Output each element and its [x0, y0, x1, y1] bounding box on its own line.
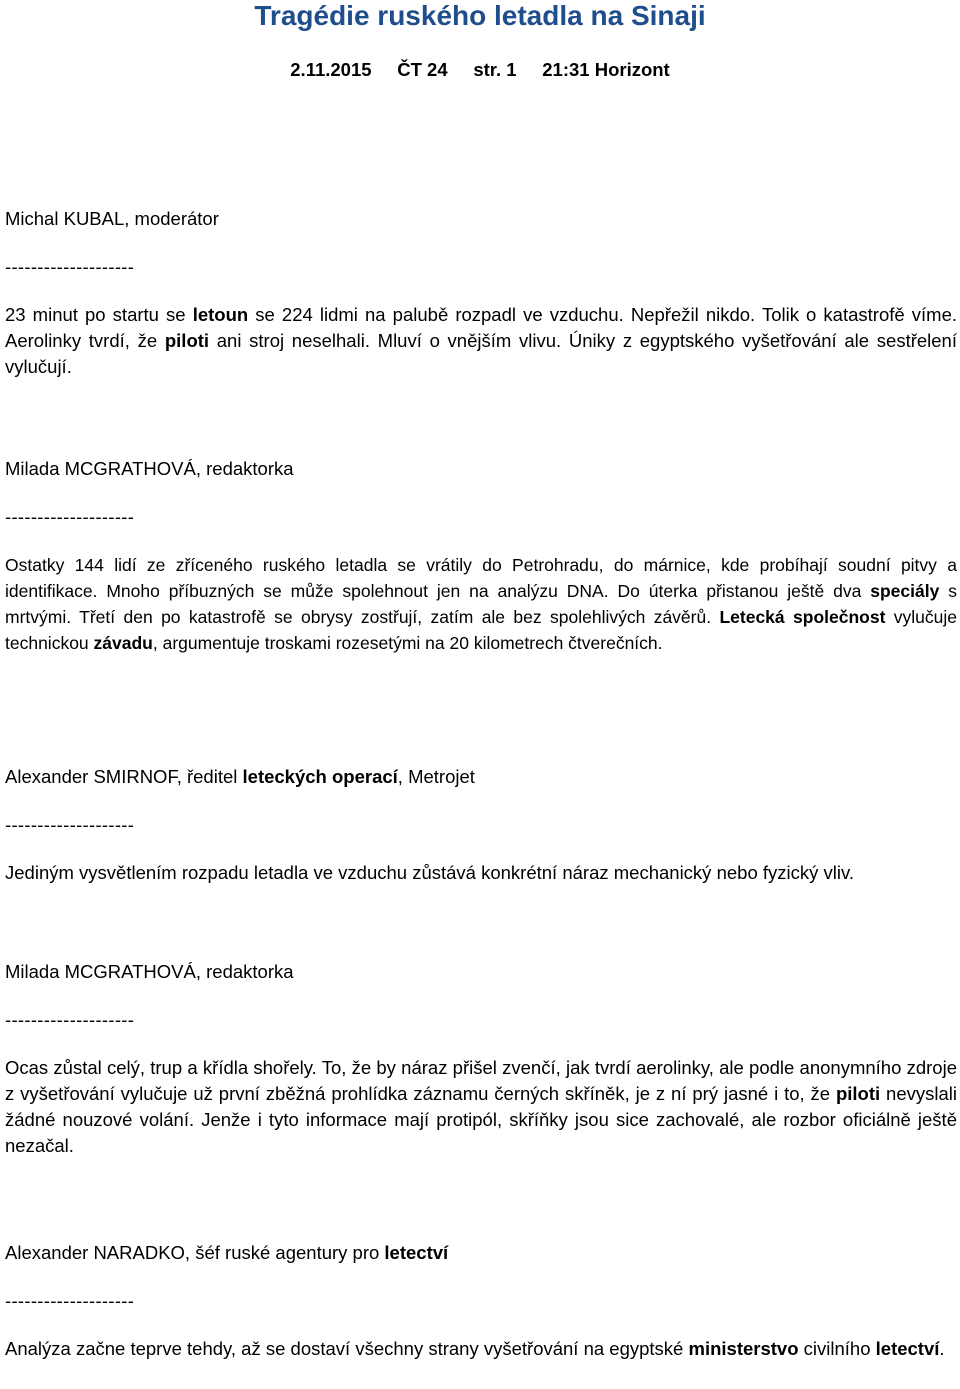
transcript-paragraph: 23 minut po startu se letoun se 224 lidmi na palubě rozpadl ve vzduchu. Nepřežil nikdo. Tolik o katastrofě víme. Aerolinky tvrdí, že piloti ani stroj neselhali. Mluví o vnějším vlivu. Úniky z egyptského vyšetřování ale sestřelení vylučují.: [5, 304, 957, 377]
speaker-name: Michal KUBAL, moderátor: [5, 208, 219, 229]
article-meta: [0, 58, 960, 82]
segment-3: [5, 764, 957, 886]
speaker-name: Alexander NARADKO, šéf ruské agentury pro letectví: [5, 1242, 449, 1263]
meta-date: 2.11.2015: [290, 59, 372, 80]
transcript-paragraph: Ostatky 144 lidí ze zříceného ruského letadla se vrátily do Petrohradu, do márnice, kde probíhají soudní pitvy a identifikace. Mnoho příbuzných se může spolehnout jen na analýzu DNA. Do úterka přistanou ještě dva speciály s mrtvými. Třetí den po katastrofě se obrysy zostřují, zatím ale bez spolehlivých závěrů. Letecká společnost vylučuje technickou závadu, argumentuje troskami rozesetými na 20 kilometrech čtverečních.: [5, 555, 958, 653]
speaker-name: Alexander SMIRNOF, ředitel leteckých operací, Metrojet: [5, 766, 475, 787]
segment-1: [5, 206, 957, 380]
speaker-name: Milada MCGRATHOVÁ, redaktorka: [5, 961, 294, 982]
speaker-name: Milada MCGRATHOVÁ, redaktorka: [5, 458, 294, 479]
transcript-paragraph: Ocas zůstal celý, trup a křídla shořely. To, že by náraz přišel zvenčí, jak tvrdí aerolinky, ale podle anonymního zdroje z vyšetřování vylučuje už první zběžná prohlídka záznamu černých skříněk, je z ní prý jasné i to, že piloti nevyslali žádné nouzové volání. Jenže i tyto informace mají protipól, skříňky jsou sice zachovalé, ale rozbor oficiálně ještě nezačal.: [5, 1057, 957, 1156]
transcript-paragraph: Jediným vysvětlením rozpadu letadla ve vzduchu zůstává konkrétní náraz mechanický nebo fyzický vliv.: [5, 862, 854, 883]
separator: --------------------: [5, 1009, 135, 1030]
segment-5: [5, 1240, 957, 1362]
separator: --------------------: [5, 256, 135, 277]
meta-time-program: 21:31 Horizont: [542, 59, 670, 80]
meta-day: ČT 24: [397, 59, 448, 80]
separator: --------------------: [5, 506, 135, 527]
article-title: Tragédie ruského letadla na Sinaji: [254, 0, 706, 31]
separator: --------------------: [5, 814, 135, 835]
meta-page: str. 1: [473, 59, 517, 80]
transcript-paragraph: Analýza začne teprve tehdy, až se dostaví všechny strany vyšetřování na egyptské ministerstvo civilního letectví.: [5, 1338, 945, 1359]
segment-4: [5, 959, 957, 1159]
segment-2: [5, 456, 957, 656]
separator: --------------------: [5, 1290, 135, 1311]
